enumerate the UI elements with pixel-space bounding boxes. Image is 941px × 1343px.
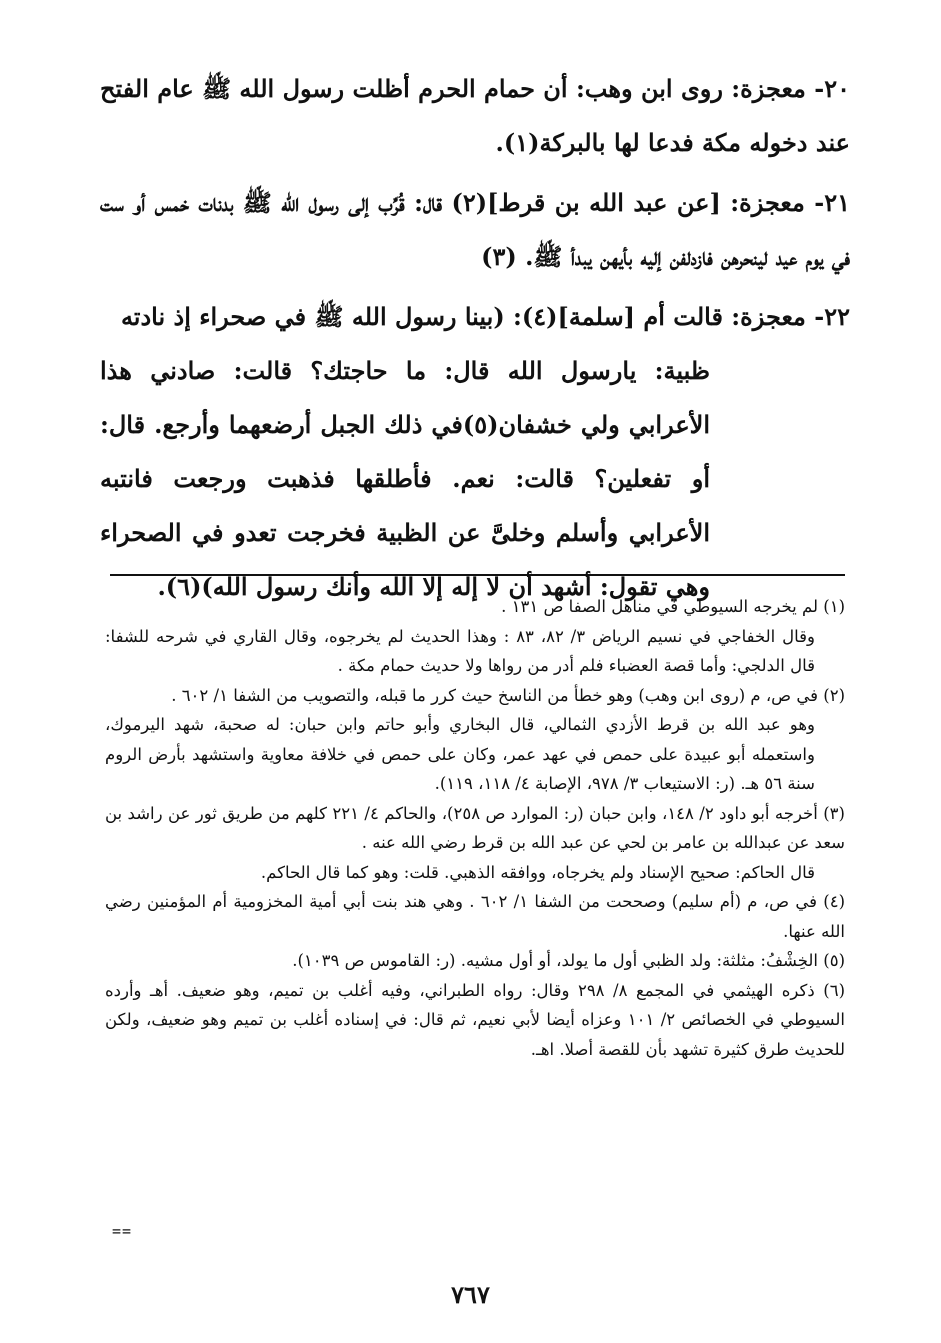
footnote-6: (٦) ذكره الهيثمي في المجمع ٨/ ٢٩٨ وقال: رواه الطبراني، وفيه أغلب بن تميم، وهو ضعيف. أهـ وأرده السيوطي في الخصائص ٢/ ١٠١ وعزاه أيضا لأبي نعيم، ثم قال: في إسناده أغلب بن تميم وهو ضعيف، ولكن للحديث طرق كثيرة تشهد بأن للقصة أصلا. اهـ. — [105, 980, 845, 1059]
miracle-22-text: قالت أم [سلمة](٤): (بينا رسول الله ﷺ في صحراء إذ نادته — [120, 302, 723, 331]
footnote-separator — [110, 574, 845, 576]
miracle-22 — [100, 290, 850, 614]
miracle-20 — [100, 62, 850, 170]
miracle-20-label: ٢٠- معجزة: — [731, 74, 851, 103]
page-number: ٧٦٧ — [451, 1280, 490, 1309]
footnote-4: (٤) في ص، م (أم سليم) وصححت من الشفا ١/ ٦٠٢ . وهي هند بنت أبي أمية المخزومية أم المؤمنين رضي الله عنها. — [105, 892, 845, 941]
continuation-mark: == — [112, 1222, 133, 1240]
footnote-5: (٥) الخِشْفُ: مثلثة: ولد الظبي أول ما يولد، أو أول مشيه. (ر: القاموس ص ١٠٣٩). — [292, 951, 845, 970]
main-text — [100, 62, 850, 620]
footnote-2-cont: وهو عبد الله بن قرط الأزدي الثمالي، قال البخاري وأبو حاتم وابن حبان: له صحبة، شهد اليرموك، واستعمله أبو عبيدة على حمص في عهد عمر، وكان على حمص في خلافة معاوية واستشهد بأرض الروم سنة ٥٦ هـ. (ر: الاستيعاب ٣/ ٩٧٨، الإصابة ٤/ ١١٨، ١١٩). — [105, 715, 815, 793]
footnote-1-cont: وقال الخفاجي في نسيم الرياض ٣/ ٨٢، ٨٣ : وهذا الحديث لم يخرجوه، وقال القاري في شرحه للشفا: قال الدلجي: وأما قصة العضباء فلم أدر من رواها ولا حديث حمام مكة . — [105, 626, 815, 675]
miracle-21-label: ٢١- معجزة: — [730, 188, 851, 217]
miracle-20-text: روى ابن وهب: أن حمام الحرم أظلت رسول الله ﷺ عام الفتح عند دخوله مكة فدعا لها بالبركة(١). — [100, 74, 850, 157]
miracle-21 — [100, 176, 850, 284]
footnote-2: (٢) في ص، م (روى ابن وهب) وهو خطأ من الناسخ حيث كرر ما قبله، والتصويب من الشفا ١/ ٦٠٢ . — [171, 685, 845, 705]
miracle-22-continuation: ظبية: يارسول الله قال: ما حاجتك؟ قالت: صادني هذا الأعرابي ولي خشفان(٥)في ذلك الجبل أرضعهما وأرجع. قال: أو تفعلين؟ قالت: نعم. فأطلقها فذهبت ورجعت فانتبه الأعرابي وأسلم وخلىَّ عن الظبية فخرجت تعدو في الصحراء وهي تقول: أشهد أن لا إله إلا الله وأنك رسول الله)(٦). — [100, 356, 710, 601]
miracle-22-label: ٢٢- معجزة: — [731, 302, 850, 331]
footnote-1: (١) لم يخرجه السيوطي في مناهل الصفا ص ١٣١ . — [501, 597, 845, 616]
footnote-3-cont: قال الحاكم: صحيح الإسناد ولم يخرجاه، ووافقه الذهبي. قلت: وهو كما قال الحاكم. — [260, 862, 815, 882]
footnote-3: (٣) أخرجه أبو داود ٢/ ١٤٨، وابن حبان (ر: الموارد ص ٢٥٨)، والحاكم ٤/ ٢٢١ كلهم من طريق ثور عن راشد بن سعد عن عبدالله بن عامر بن لحي عن عبد الله بن قرط رضي الله عنه . — [105, 803, 845, 852]
miracle-21-text: [عن عبد الله بن قرط](٢) قال: قُرِّب إلى رسول الله ﷺ بدنات خمس أو ست في يوم عيد لينحرهن فازدلفن إليه بأيهن يبدأ ﷺ. (٣) — [100, 188, 850, 271]
footnotes — [105, 592, 845, 1064]
